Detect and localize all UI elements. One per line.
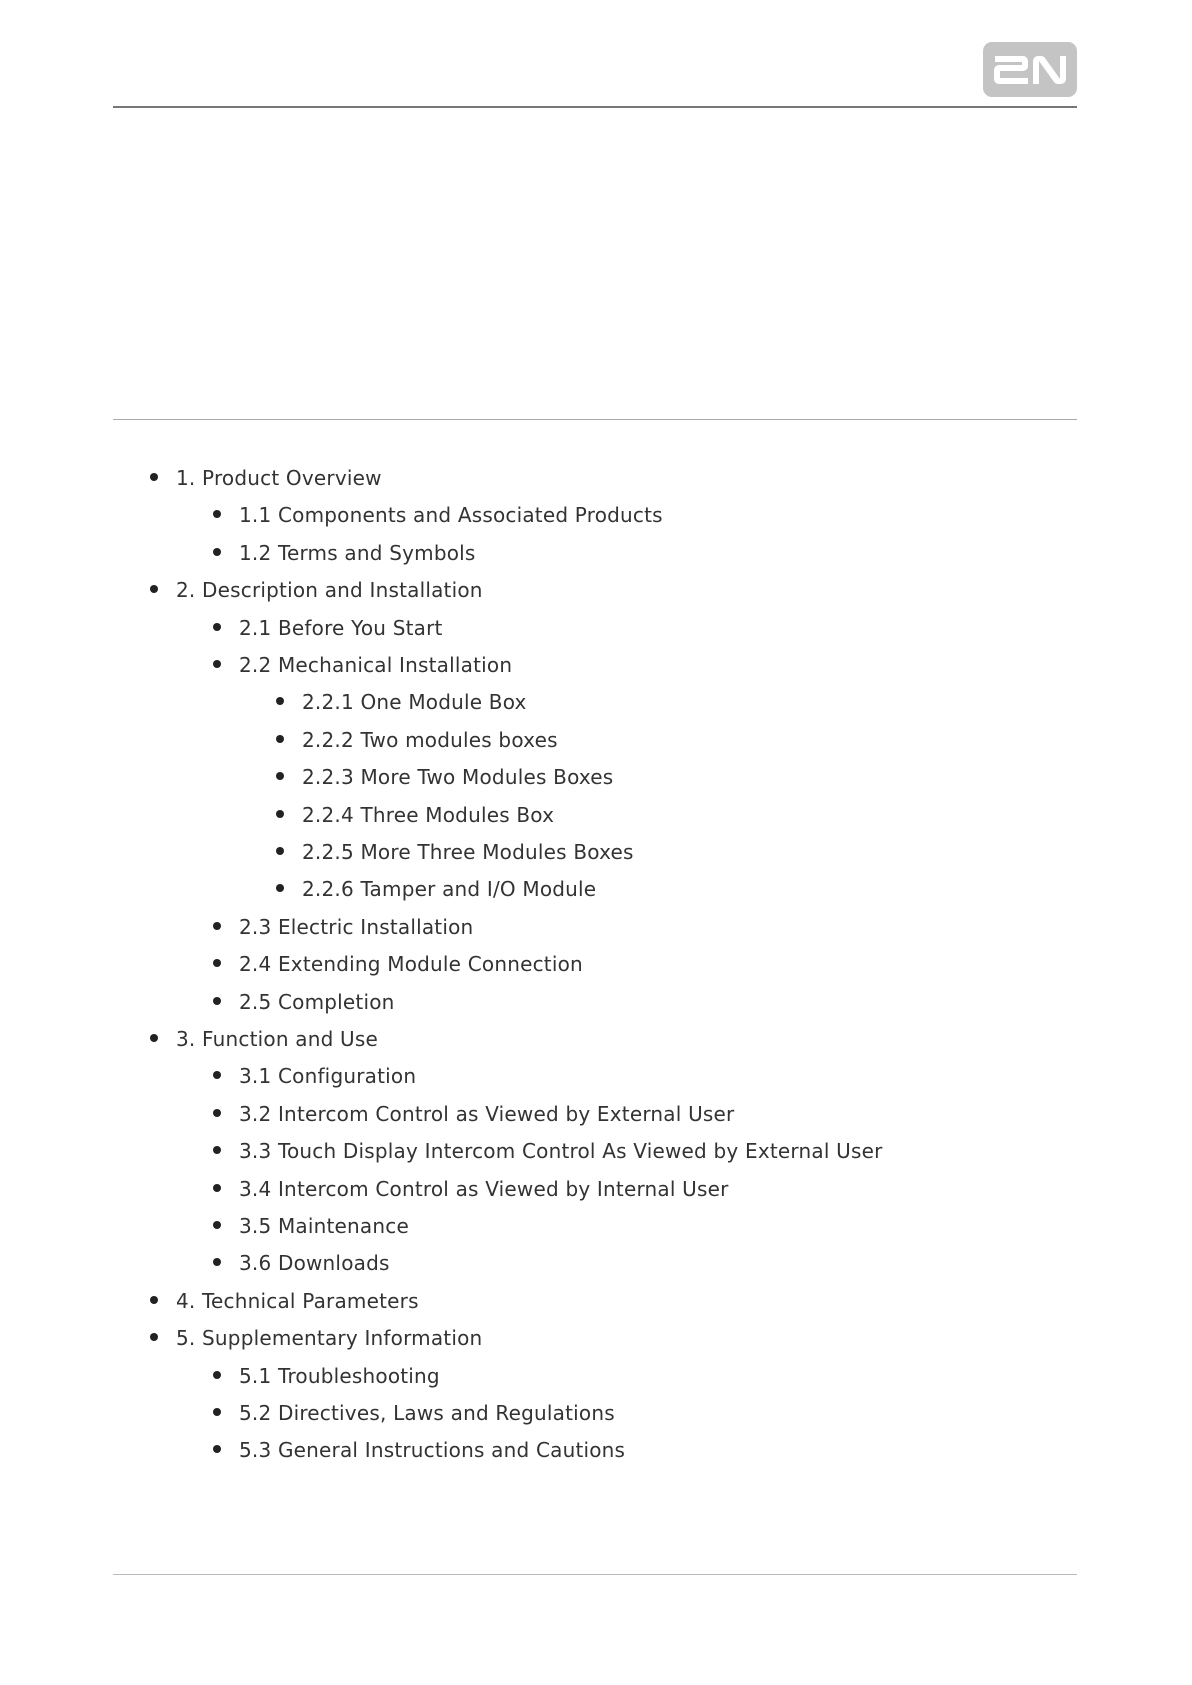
bullet-icon bbox=[213, 660, 221, 668]
toc-link[interactable]: 2.2.5 More Three Modules Boxes bbox=[302, 840, 634, 864]
toc-link[interactable]: 2.2.2 Two modules boxes bbox=[302, 727, 558, 752]
toc-link[interactable]: 2.2.1 One Module Box bbox=[302, 690, 527, 715]
header-divider bbox=[113, 106, 1077, 108]
toc-link[interactable]: 2. Description and Installation bbox=[176, 578, 483, 603]
footer-divider bbox=[113, 1574, 1077, 1575]
toc-link[interactable]: 5.2 Directives, Laws and Regulations bbox=[239, 1401, 615, 1425]
bullet-icon bbox=[213, 1184, 221, 1192]
bullet-icon bbox=[213, 959, 221, 967]
toc-divider bbox=[113, 419, 1077, 420]
bullet-icon bbox=[276, 884, 284, 892]
toc-link[interactable]: 5.1 Troubleshooting bbox=[239, 1363, 440, 1388]
toc-link[interactable]: 3.6 Downloads bbox=[239, 1251, 390, 1276]
bullet-icon bbox=[276, 810, 284, 818]
bullet-icon bbox=[213, 997, 221, 1005]
bullet-icon bbox=[150, 585, 158, 593]
toc-link[interactable]: 2.2 Mechanical Installation bbox=[239, 653, 513, 677]
bullet-icon bbox=[213, 1071, 221, 1079]
bullet-icon bbox=[276, 735, 284, 743]
bullet-icon bbox=[276, 847, 284, 855]
toc-link[interactable]: 3. Function and Use bbox=[176, 1027, 379, 1051]
toc-link[interactable]: 2.2.3 More Two Modules Boxes bbox=[302, 765, 614, 790]
bullet-icon bbox=[150, 1333, 158, 1341]
toc-link[interactable]: 4. Technical Parameters bbox=[176, 1288, 419, 1313]
toc-link[interactable]: 1.1 Components and Associated Products bbox=[239, 503, 663, 528]
bullet-icon bbox=[213, 510, 221, 518]
toc-link[interactable]: 2.5 Completion bbox=[239, 989, 395, 1014]
bullet-icon bbox=[213, 1445, 221, 1453]
toc-link[interactable]: 3.4 Intercom Control as Viewed by Internal User bbox=[239, 1176, 729, 1201]
bullet-icon bbox=[213, 1408, 221, 1416]
bullet-icon bbox=[276, 697, 284, 705]
bullet-icon bbox=[213, 1371, 221, 1379]
toc-link[interactable]: 2.1 Before You Start bbox=[239, 615, 443, 640]
bullet-icon bbox=[213, 1221, 221, 1229]
bullet-icon bbox=[276, 772, 284, 780]
bullet-icon bbox=[213, 1146, 221, 1154]
toc-link[interactable]: 2.2.4 Three Modules Box bbox=[302, 802, 555, 827]
bullet-icon bbox=[213, 1109, 221, 1117]
toc-link[interactable]: 1. Product Overview bbox=[176, 466, 382, 490]
toc-link[interactable]: 5. Supplementary Information bbox=[176, 1326, 483, 1351]
toc-link[interactable]: 3.3 Touch Display Intercom Control As Viewed by External User bbox=[239, 1139, 883, 1164]
bullet-icon bbox=[213, 922, 221, 930]
logo-2n-icon bbox=[983, 42, 1077, 97]
bullet-icon bbox=[150, 1296, 158, 1304]
toc-link[interactable]: 2.4 Extending Module Connection bbox=[239, 952, 583, 977]
toc-link[interactable]: 1.2 Terms and Symbols bbox=[239, 540, 476, 565]
toc-link[interactable]: 3.2 Intercom Control as Viewed by External User bbox=[239, 1101, 735, 1126]
toc-link[interactable]: 5.3 General Instructions and Cautions bbox=[239, 1438, 626, 1463]
toc-link[interactable]: 2.2.6 Tamper and I/O Module bbox=[302, 877, 597, 902]
toc-link[interactable]: 2.3 Electric Installation bbox=[239, 914, 474, 939]
bullet-icon bbox=[150, 473, 158, 481]
toc-link[interactable]: 3.5 Maintenance bbox=[239, 1214, 409, 1238]
bullet-icon bbox=[213, 548, 221, 556]
bullet-icon bbox=[213, 623, 221, 631]
bullet-icon bbox=[213, 1258, 221, 1266]
toc-link[interactable]: 3.1 Configuration bbox=[239, 1064, 417, 1089]
bullet-icon bbox=[150, 1034, 158, 1042]
brand-logo bbox=[983, 42, 1077, 97]
